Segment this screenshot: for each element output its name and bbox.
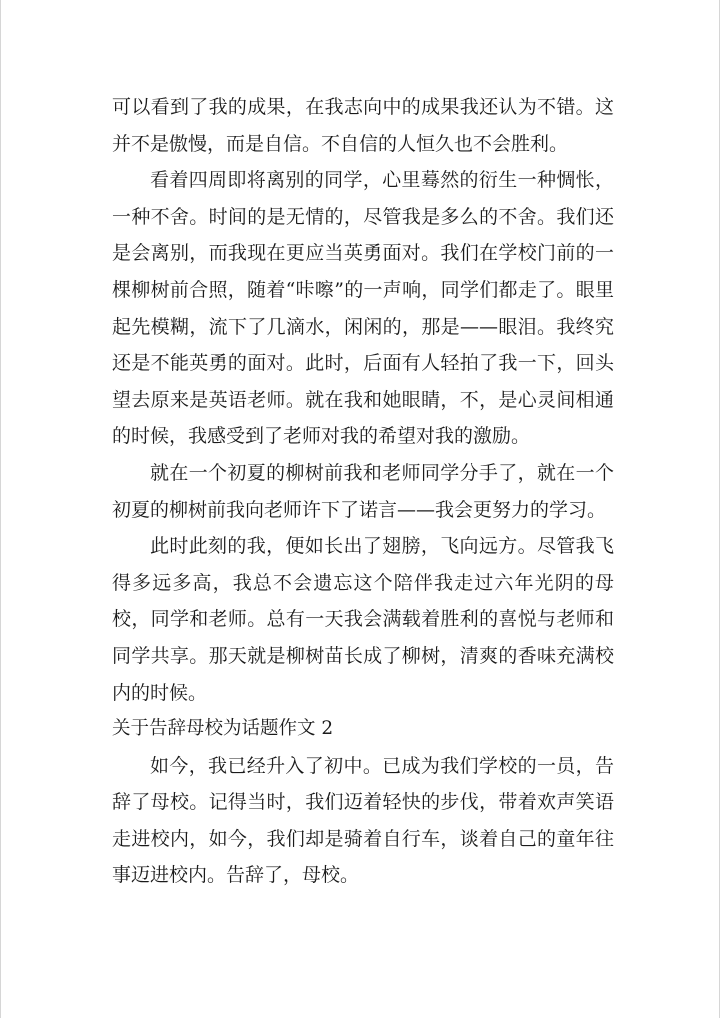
paragraph-farewell-classmates: 看着四周即将离别的同学，心里蓦然的衍生一种惆怅，一种不舍。时间的是无情的，尽管我是多么的不舍。我们还是会离别，而我现在更应当英勇面对。我们在学校门前的一棵柳树前合照，随着“咔嚓”的一声响，同学们都走了。眼里起先模糊，流下了几滴水，闲闲的，那是——眼泪。我终究还是不能英勇的面对。此时，后面有人轻拍了我一下，回头望去原来是英语老师。就在我和她眼睛，不，是心灵间相通的时候，我感受到了老师对我的希望对我的激励。 (112, 169, 614, 448)
paragraph-middle-school: 如今，我已经升入了初中。已成为我们学校的一员，告辞了母校。记得当时，我们迈着轻快的步伐，带着欢声笑语走进校内，如今，我们却是骑着自行车，谈着自己的童年往事迈进校内。告辞了，母校。 (112, 754, 614, 887)
paragraph-continuation: 可以看到了我的成果，在我志向中的成果我还认为不错。这并不是傲慢，而是自信。不自信的人恒久也不会胜利。 (112, 96, 614, 155)
essay-heading: 关于告辞母校为话题作文 2 (112, 718, 334, 740)
paragraph-wings: 此时此刻的我，便如长出了翅膀，飞向远方。尽管我飞得多远多高，我总不会遗忘这个陪伴我走过六年光阴的母校，同学和老师。总有一天我会满载着胜利的喜悦与老师和同学共享。那天就是柳树苗长成了柳树，清爽的香味充满校内的时候。 (112, 535, 614, 704)
document-body (112, 89, 614, 894)
paragraph-willow-promise: 就在一个初夏的柳树前我和老师同学分手了，就在一个初夏的柳树前我向老师许下了诺言——我会更努力的学习。 (112, 461, 614, 521)
